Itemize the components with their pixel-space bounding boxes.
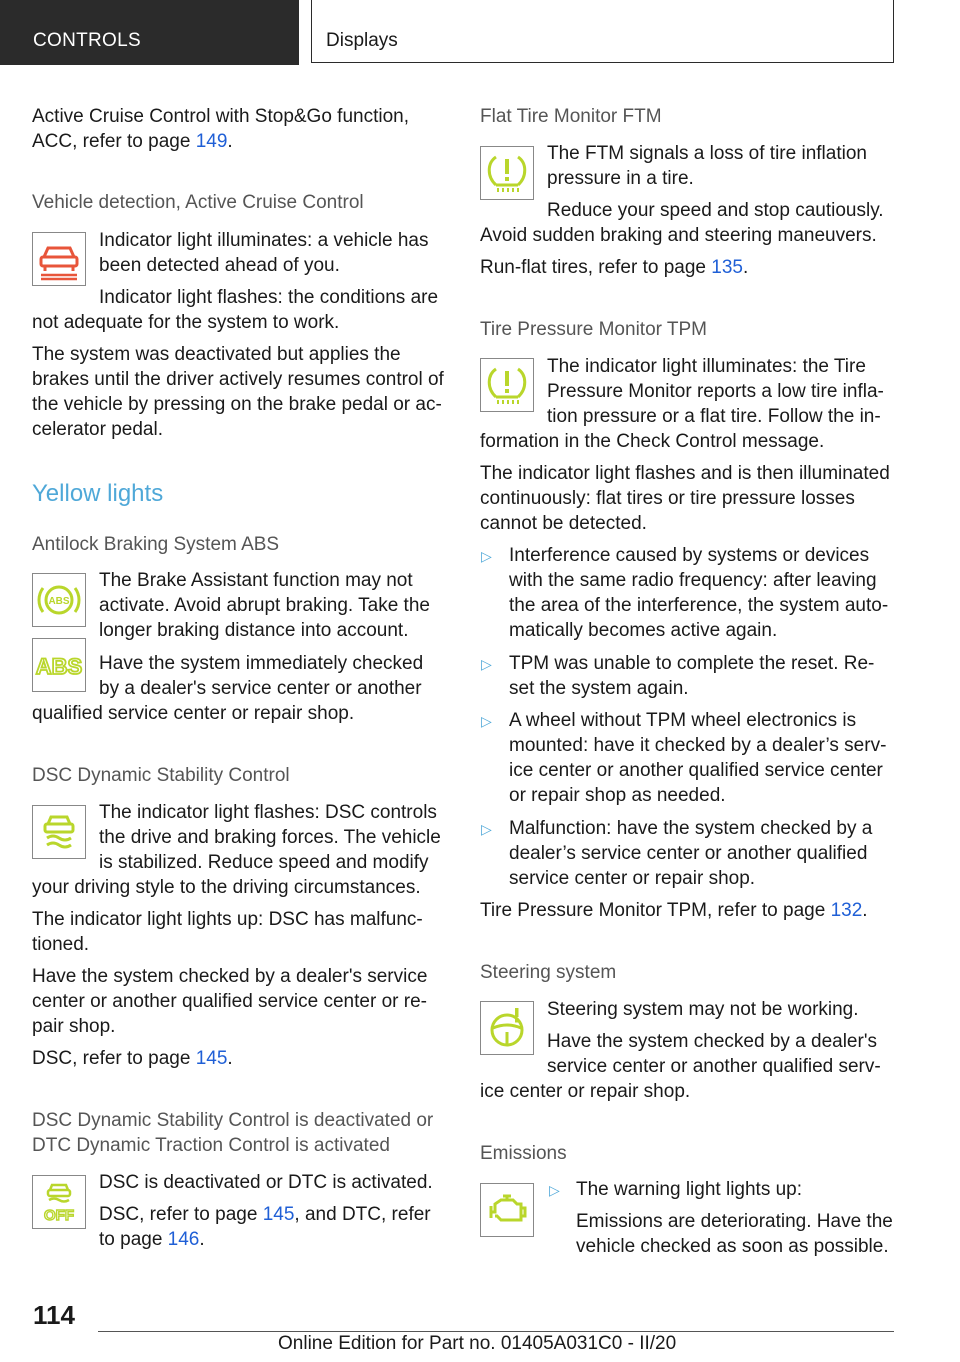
bullet-icon: ▷	[481, 656, 492, 672]
tpm-heading: Tire Pressure Monitor TPM	[480, 319, 707, 340]
acc-ref: ACC, refer to page 149.	[32, 131, 233, 152]
dsc-off-heading-1: DSC Dynamic Stability Control is deactivated or	[32, 1110, 434, 1131]
chapter-title: Displays	[326, 30, 398, 51]
dsc-off-heading-2: DTC Dynamic Traction Control is activated	[32, 1135, 390, 1156]
ftm-heading: Flat Tire Monitor FTM	[480, 106, 662, 127]
footer-divider	[98, 1331, 894, 1332]
vehicle-detection-icon	[32, 232, 86, 286]
dsc-off-page-link[interactable]: 145	[262, 1204, 295, 1225]
bullet-icon: ▷	[481, 548, 492, 564]
bullet-icon: ▷	[549, 1182, 560, 1198]
emissions-heading: Emissions	[480, 1143, 567, 1164]
dsc-off-ref-2: to page 146.	[99, 1229, 205, 1250]
dsc-off-icon	[32, 1175, 86, 1229]
svg-text:ABS: ABS	[48, 596, 70, 607]
vehicle-detection-heading: Vehicle detection, Active Cruise Control	[32, 192, 364, 213]
bullet-icon: ▷	[481, 821, 492, 837]
ftm-tire-warning-icon	[480, 146, 534, 200]
steering-heading: Steering system	[480, 962, 617, 983]
tpm-page-link[interactable]: 132	[830, 900, 863, 921]
ftm-ref: Run-flat tires, refer to page 135.	[480, 257, 749, 278]
section-title: CONTROLS	[33, 30, 141, 51]
yellow-lights-title: Yellow lights	[32, 480, 164, 507]
dsc-heading: DSC Dynamic Stability Control	[32, 765, 290, 786]
abs-heading: Antilock Braking System ABS	[32, 534, 280, 555]
abs-circle-icon	[32, 573, 86, 627]
dsc-ref: DSC, refer to page 145.	[32, 1048, 233, 1069]
abs-text-icon	[32, 638, 86, 692]
runflat-page-link[interactable]: 135	[711, 257, 743, 278]
steering-wheel-warning-icon	[480, 1001, 534, 1055]
acc-page-link[interactable]: 149	[195, 131, 228, 152]
svg-text:OFF: OFF	[44, 1207, 74, 1224]
tpm-ref: Tire Pressure Monitor TPM, refer to page 132.	[480, 900, 868, 921]
svg-text:ABS: ABS	[35, 654, 83, 679]
chapter-tab	[311, 0, 894, 63]
edition-footer: Online Edition for Part no. 01405A031C0 - II/20	[278, 1333, 677, 1354]
dtc-page-link[interactable]: 146	[167, 1229, 200, 1250]
acc-text: Active Cruise Control with Stop&Go function,	[32, 106, 410, 127]
dsc-icon	[32, 805, 86, 859]
dsc-off-ref-1: DSC, refer to page 145, and DTC, refer	[99, 1204, 431, 1225]
bullet-icon: ▷	[481, 713, 492, 729]
tpm-tire-warning-icon	[480, 358, 534, 412]
page-number: 114	[33, 1300, 75, 1330]
engine-check-icon	[480, 1183, 534, 1237]
dsc-page-link[interactable]: 145	[195, 1048, 228, 1069]
section-tab	[0, 0, 299, 65]
